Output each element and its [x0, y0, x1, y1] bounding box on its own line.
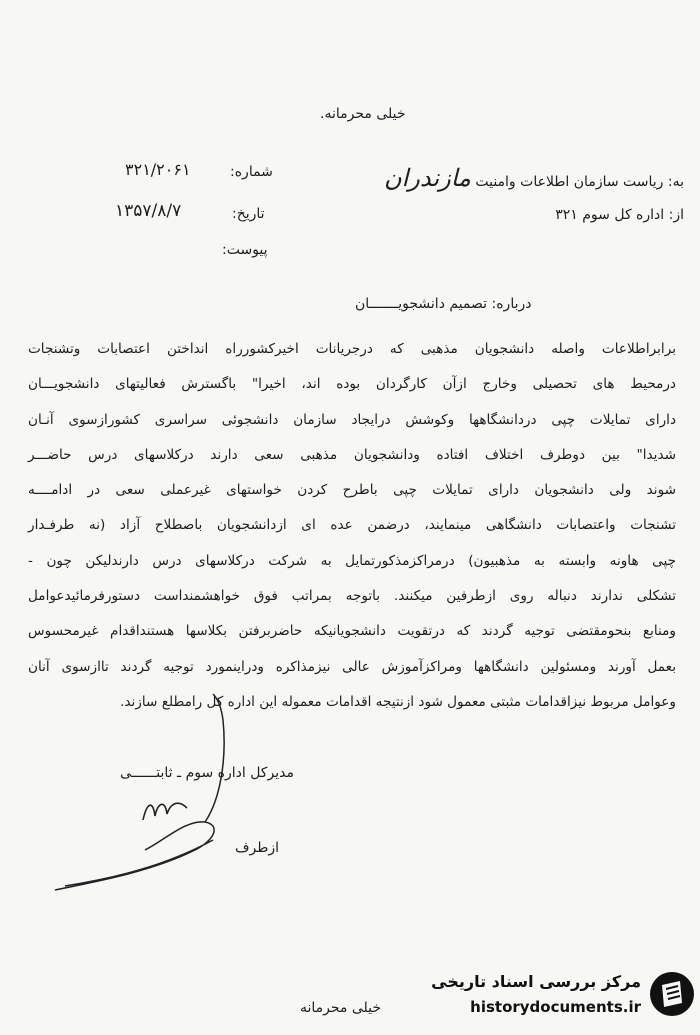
watermark-name: مرکز بررسی اسناد تاریخی	[431, 972, 641, 991]
body-line: تشنجات واعتصابات دانشگاهی مینمایند، درضمن عده ای ازدانشجویان باصطلاح آزاد (نه طرفـدار	[28, 517, 676, 534]
body-line: درمحیط های تحصیلی وخارج ازآن کارگردان بوده اند، اخیرا" باگسترش فعالیتهای دانشجویـــان	[28, 376, 676, 393]
sender-line: از: اداره کل سوم ۳۲۱	[555, 207, 684, 223]
date-label: تاریخ:	[232, 206, 265, 222]
signature-scribble	[45, 690, 245, 900]
on-behalf-label: ازطرف	[235, 840, 280, 856]
classification-bottom: خیلی محرمانه	[300, 1000, 382, 1016]
body-line: شوند ولی دانشجویان دارای تمایلات چپی باطرح کردن خواستهای غیرعملی سعی در ادامــــه	[28, 482, 676, 499]
body-line: برابراطلاعات واصله دانشجویان مذهبی که درجریانات اخیرکشورراه انداختن اعتصابات وتشنجات	[28, 341, 676, 357]
recipient-line	[384, 164, 684, 192]
body-line: وعوامل مربوط نیزاقدامات مثبتی معمول شود ازنتیجه اقدامات معموله این اداره کل رامطلع سازند.	[120, 693, 676, 710]
body-line: چپی هاونه وابسته به مذهبیون) درمراکزمذکورتمایل به شرکت درکلاسهای درس دارندلیکن چون -	[28, 552, 676, 569]
attachment-label: پیوست:	[222, 242, 268, 258]
watermark-url: historydocuments.ir	[470, 998, 641, 1016]
signatory-title: مدیرکل اداره سوم ـ ثابتــــــی	[120, 765, 294, 781]
body-line: شدیدا" بین دوطرف اختلاف افتاده ودانشجویان مذهبی سعی دارند درکلاسهای درس حاضـــر	[28, 446, 676, 463]
body-line: دارای تمایلات چپی دردانشگاهها وکوشش درایجاد سازمان دانشجوئی سراسری کشورازسوی آنـان	[28, 411, 676, 428]
letter-body	[28, 332, 676, 720]
watermark-logo	[418, 968, 696, 1028]
recipient-region-handwritten: مازندران	[383, 164, 471, 192]
number-label: شماره:	[230, 164, 273, 180]
date-value: ۱۳۵۷/۸/۷	[115, 201, 182, 221]
recipient-text: به: ریاست سازمان اطلاعات وامنیت	[475, 174, 684, 190]
number-value: ۳۲۱/۲۰۶۱	[125, 160, 191, 179]
archive-logo-icon	[650, 972, 694, 1016]
classification-top: خیلی محرمانه.	[320, 106, 406, 122]
body-line: ومنابع بنحومقتضی توجیه گردند که درتقویت دانشجویانیکه حاضربرفتن بکلاسها هستنداقدام غیرمحسوس	[28, 623, 676, 640]
body-line: بعمل آورند ومسئولین دانشگاهها ومراکزآموزش عالی نیزمذاکره ودراینمورد توجیه گردند تاازسوی آنان	[28, 658, 676, 675]
subject-line: درباره: تصمیم دانشجویـــــــان	[355, 296, 532, 312]
body-line: تشکلی ندارند دنباله روی ازطرفین میکنند. باتوجه بمراتب فوق خواهشمنداست دستورفرمائیدعوامل	[28, 588, 676, 605]
